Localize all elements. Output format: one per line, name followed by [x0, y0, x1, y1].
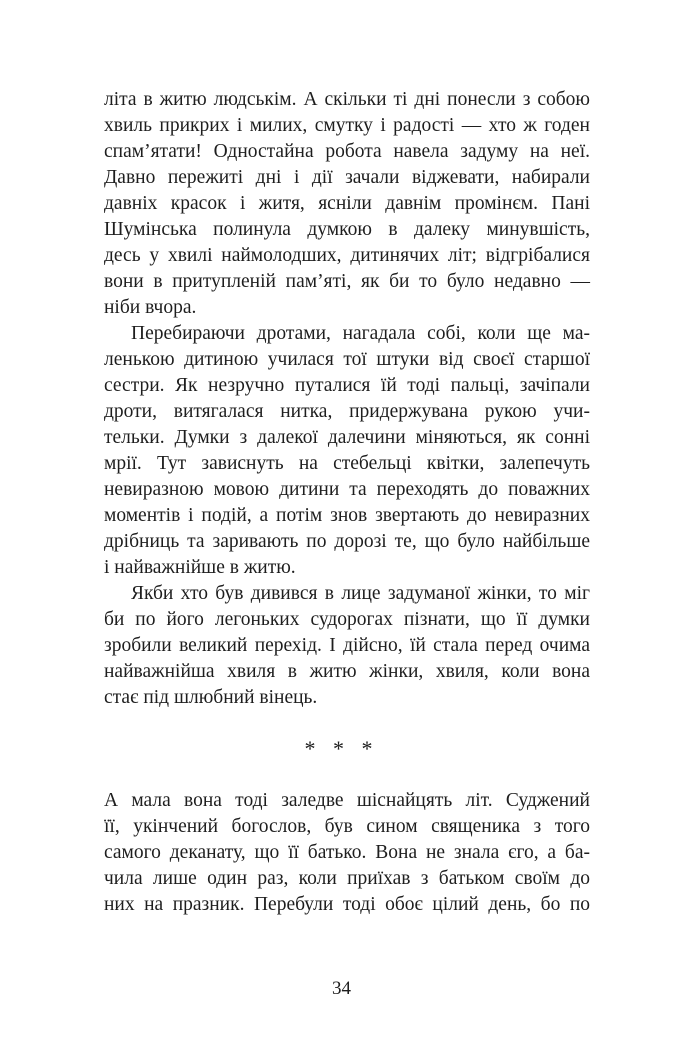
section-separator: * * *: [304, 736, 379, 761]
text-line: ленькою дитиною училася тої штуки від своєї старшої: [104, 349, 590, 370]
text-line: її, укінчений богослов, був сином священика з того: [104, 816, 590, 837]
text-line: самого деканату, що її батько. Вона не знала єго, а ба-: [104, 842, 590, 863]
text-line: Давно пережиті дні і дії зачали віджевати, набирали: [104, 167, 590, 188]
text-line: літа в житю людськім. А скільки ті дні понесли з собою: [104, 89, 590, 110]
text-line: найважнійша хвиля в житю жінки, хвиля, коли вона: [104, 661, 590, 682]
text-line: спам’ятати! Одностайна робота навела задуму на неї.: [104, 141, 590, 162]
text-line: дроти, витягалася нитка, придержувана рукою учи-: [104, 401, 590, 422]
text-line: сестри. Як незручно путалися їй тоді пальці, зачіпали: [104, 375, 590, 396]
text-line: давніх красок і житя, ясніли давнім промінєм. Пані: [104, 193, 590, 214]
text-line: вони в притупленій пам’яті, як би то було недавно —: [104, 271, 590, 292]
text-line: хвиль прикрих і милих, смутку і радості — хто ж годен: [104, 115, 590, 136]
text-line: них на празник. Перебули тоді обоє цілий день, бо по: [104, 894, 590, 915]
text-line: А мала вона тоді заледве шіснайцять літ. Суджений: [104, 790, 590, 811]
text-line: мрії. Тут зависнуть на стебельці квітки, залепечуть: [104, 453, 590, 474]
text-line: Якби хто був дивився в лице задуманої жінки, то міг: [131, 583, 590, 604]
text-line: тельки. Думки з далекої далечини міняються, як сонні: [104, 427, 590, 448]
text-line: дрібниць та заривають по дорозі те, що було найбільше: [104, 531, 590, 552]
text-line: би по його легоньких судорогах пізнати, що її думки: [104, 609, 590, 630]
text-line: ніби вчора.: [104, 297, 197, 318]
text-line: чила лише один раз, коли приїхав з батьком своїм до: [104, 868, 590, 889]
text-line: Перебираючи дротами, нагадала собі, коли ще ма-: [131, 323, 590, 344]
page-number: 34: [332, 978, 351, 999]
text-line: зробили великий перехід. І дійсно, їй стала перед очима: [104, 635, 590, 656]
text-line: і найважнійше в житю.: [104, 557, 296, 578]
text-line: моментів і подій, а потім знов звертають до невиразних: [104, 505, 590, 526]
text-line: стає під шлюбний вінець.: [104, 687, 318, 708]
text-line: невиразною мовою дитини та переходять до поважних: [104, 479, 590, 500]
text-line: десь у хвилі наймолодших, дитинячих літ; відгрібалися: [104, 245, 590, 266]
text-line: Шумінська полинула думкою в далеку минувшість,: [104, 219, 590, 240]
